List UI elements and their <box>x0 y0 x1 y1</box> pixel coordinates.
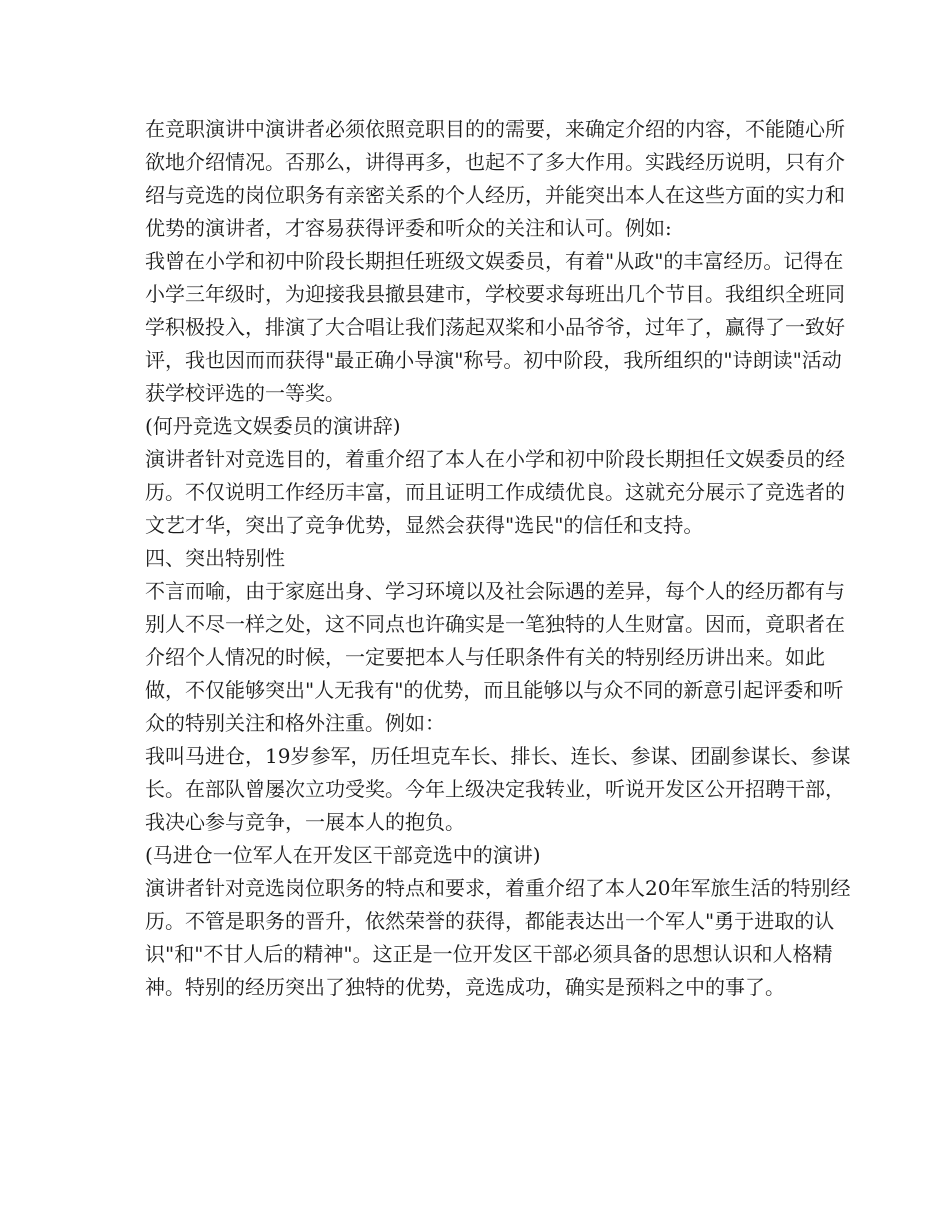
text-line: 别人不尽一样之处，这不同点也许确实是一笔独特的人生财富。因而，竟职者在 <box>145 612 845 636</box>
text-line: 我曾在小学和初中阶段长期担任班级文娱委员，有着"从政"的丰富经历。记得在 <box>145 249 844 273</box>
text-line: 评，我也因而而获得"最正确小导演"称号。初中阶段，我所组织的"诗朗读"活动 <box>145 348 842 372</box>
section-heading: 四、突出特别性 <box>145 546 285 570</box>
document-page <box>145 113 851 1004</box>
caption-line: (何丹竞选文娱委员的演讲辞) <box>145 414 401 438</box>
text-line: 介绍个人情况的时候，一定要把本人与任职条件有关的特别经历讲出来。如此 <box>145 645 825 669</box>
caption-line: (马进仓一位军人在开发区干部竞选中的演讲) <box>145 843 541 867</box>
text-line: 在竞职演讲中演讲者必须依照竞职目的的需要，来确定介绍的内容，不能随心所 <box>145 117 845 141</box>
text-line: 长。在部队曾屡次立功受奖。今年上级决定我转业，听说开发区公开招聘干部， <box>145 777 845 801</box>
text-line: 演讲者针对竞选岗位职务的特点和要求，着重介绍了本人20年军旅生活的特别经 <box>145 876 851 900</box>
text-line: 演讲者针对竞选目的，着重介绍了本人在小学和初中阶段长期担任文娱委员的经 <box>145 447 845 471</box>
text-line: 绍与竞选的岗位职务有亲密关系的个人经历，并能突出本人在这些方面的实力和 <box>145 183 845 207</box>
text-line: 不言而喻，由于家庭出身、学习环境以及社会际遇的差异，每个人的经历都有与 <box>145 579 845 603</box>
text-line: 优势的演讲者，才容易获得评委和听众的关注和认可。例如: <box>145 216 672 240</box>
text-line: 历。不管是职务的晋升，依然荣誉的获得，都能表达出一个军人"勇于进取的认 <box>145 909 835 933</box>
text-line: 欲地介绍情况。否那么，讲得再多，也起不了多大作用。实践经历说明，只有介 <box>145 150 845 174</box>
text-line: 神。特别的经历突出了独特的优势，竞选成功，确实是预料之中的事了。 <box>145 975 785 999</box>
text-line: 我叫马进仓，19岁参军，历任坦克车长、排长、连长、参谋、团副参谋长、参谋 <box>145 744 851 768</box>
text-line: 历。不仅说明工作经历丰富，而且证明工作成绩优良。这就充分展示了竞选者的 <box>145 480 845 504</box>
text-line: 众的特别关注和格外注重。例如： <box>145 711 445 735</box>
text-line: 我决心参与竞争，一展本人的抱负。 <box>145 810 465 834</box>
text-line: 做，不仅能够突出"人无我有"的优势，而且能够以与众不同的新意引起评委和听 <box>145 678 844 702</box>
text-line: 文艺才华，突出了竞争优势，显然会获得"选民"的信任和支持。 <box>145 513 704 537</box>
text-line: 识"和"不甘人后的精神"。这正是一位开发区干部必须具备的思想认识和人格精 <box>145 942 833 966</box>
text-line: 学积极投入，排演了大合唱让我们荡起双桨和小品爷爷，过年了，赢得了一致好 <box>145 315 845 339</box>
text-line: 获学校评选的一等奖。 <box>145 381 345 405</box>
text-line: 小学三年级时，为迎接我县撤县建市，学校要求每班出几个节目。我组织全班同 <box>145 282 845 306</box>
